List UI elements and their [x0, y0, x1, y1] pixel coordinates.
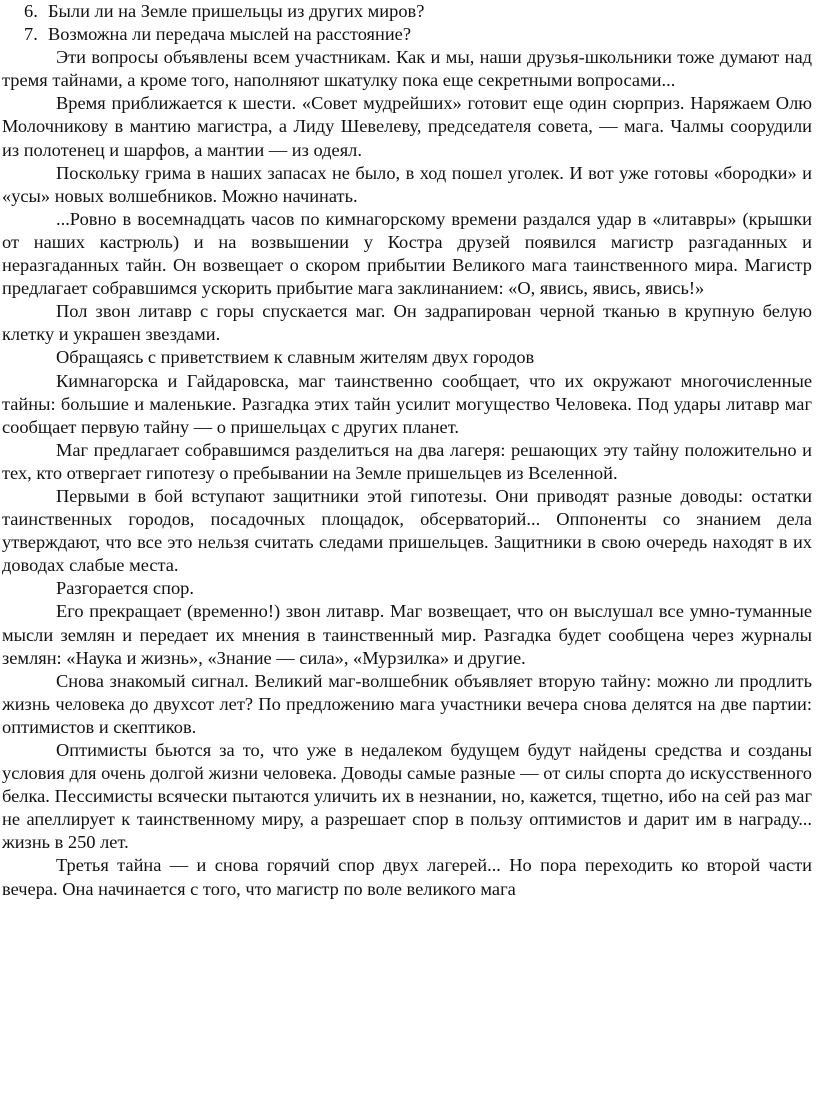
list-item: [2, 0, 812, 23]
paragraph: Эти вопросы объявлены всем участникам. Как и мы, наши друзья-школьники тоже думают над тремя тайнами, а кроме того, наполняют шкатулку пока еще секретными вопросами...: [2, 47, 812, 91]
paragraph: Обращаясь с приветствием к славным жителям двух городов: [56, 347, 535, 368]
paragraph: Его прекращает (временно!) звон литавр. Маг возвещает, что он выслушал все умно-туманные мысли землян и передает их мнения в таинственный мир. Разгадка будет сообщена через журналы землян: «Наука и жизнь», «Знание — сила», «Мурзилка» и другие.: [2, 601, 812, 668]
paragraph: Оптимисты бьются за то, что уже в недалеком будущем будут найдены средства и созданы условия для очень долгой жизни человека. Доводы самые разные — от силы спорта до искусственного белка. Пессимисты всячески пытаются уличить их в незнании, но, кажется, тщетно, ибо на сей раз маг не апеллирует к таинственному миру, а разрешает спор в пользу оптимистов и дарит им в награду... жизнь в 250 лет.: [2, 740, 812, 853]
list-item-text: Возможна ли передача мыслей на расстояние?: [48, 24, 412, 45]
list-item-text: Были ли на Земле пришельцы из других миров?: [48, 1, 425, 21]
list-number: 6.: [24, 1, 38, 21]
paragraph: ...Ровно в восемнадцать часов по кимнагорскому времени раздался удар в «литавры» (крышки от наших кастрюль) и на возвышении у Костра друзей появился магистр разгаданных и неразгаданных тайн. Он возвещает о скором прибытии Великого мага таинственного мира. Магистр предлагает собравшимся ускорить прибытие мага заклинанием: «О, явись, явись, явись!»: [2, 208, 812, 299]
paragraph: Кимнагорска и Гайдаровска, маг таинственно сообщает, что их окружают многочисленные тайны: большие и маленькие. Разгадка этих тайн усилит могущество Человека. Под удары литавр маг сообщает первую тайну — о пришельцах с других планет.: [2, 370, 812, 437]
list-item: [2, 23, 812, 46]
paragraph: Пол звон литавр с горы спускается маг. Он задрапирован черной тканью в крупную белую клетку и украшен звездами.: [2, 301, 812, 345]
paragraph: Разгорается спор.: [56, 578, 194, 599]
paragraph: Первыми в бой вступают защитники этой гипотезы. Они приводят разные доводы: остатки таинственных городов, посадочных площадок, обсерваторий... Оппоненты со знанием дела утверждают, что все это нельзя считать следами пришельцев. Защитники в свою очередь находят в их доводах слабые места.: [2, 485, 812, 576]
document-text: [2, 0, 812, 901]
paragraph: Маг предлагает собравшимся разделиться на два лагеря: решающих эту тайну положительно и тех, кто отвергает гипотезу о пребывании на Земле пришельцев из Вселенной.: [2, 439, 812, 483]
paragraph: Время приближается к шести. «Совет мудрейших» готовит еще один сюрприз. Наряжаем Олю Молочникову в мантию магистра, а Лиду Шевелеву, председателя совета, — мага. Чалмы соорудили из полотенец и шарфов, а мантии — из одеял.: [2, 93, 812, 160]
paragraph: Снова знакомый сигнал. Великий маг-волшебник объявляет вторую тайну: можно ли продлить жизнь человека до двухсот лет? По предложению мага участники вечера снова делятся на две партии: оптимистов и скептиков.: [2, 670, 812, 737]
list-number: 7.: [24, 24, 38, 45]
paragraph: Поскольку грима в наших запасах не было, в ход пошел уголек. И вот уже готовы «бородки» и «усы» новых волшебников. Можно начинать.: [2, 162, 812, 206]
paragraph: Третья тайна — и снова горячий спор двух лагерей... Но пора переходить ко второй части вечера. Она начинается с того, что магистр по воле великого мага: [2, 855, 812, 899]
